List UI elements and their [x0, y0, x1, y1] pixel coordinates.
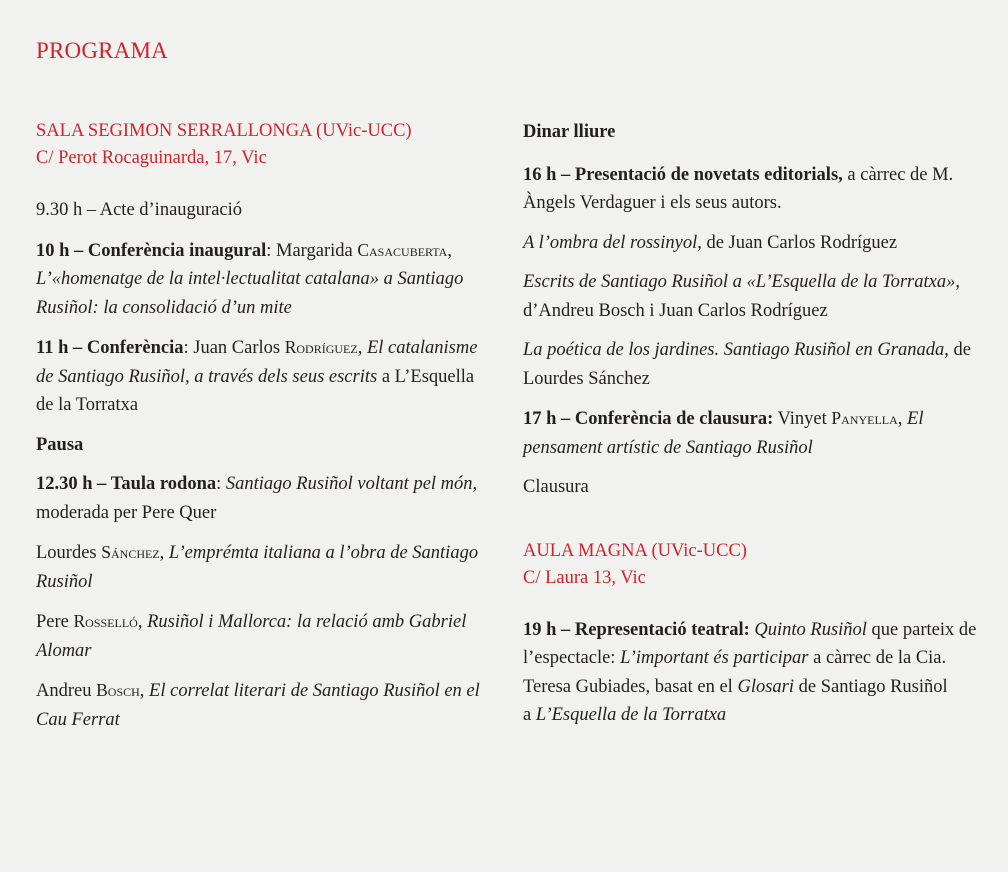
- play-title: Quinto Rusiñol: [754, 619, 867, 640]
- event-time-label: 19 h – Representació teatral:: [523, 619, 750, 640]
- separator: ,: [159, 543, 169, 563]
- book-author: , d’Andreu Bosch i Juan Carlos Rodríguez: [523, 272, 960, 321]
- event-theatre: [523, 616, 978, 730]
- talk-title: L’«homenatge de la intel·lectualitat catalana» a Santiago Rusiñol: la consolidació d’un mite: [36, 269, 464, 318]
- speaker-surname: Sánchez: [101, 542, 160, 562]
- speaker-surname: Bosch: [96, 680, 140, 700]
- book-author: , de Juan Carlos Rodríguez: [697, 232, 898, 253]
- venue-name-sala-segimon: SALA SEGIMON SERRALLONGA (UVic-UCC): [36, 121, 412, 141]
- speaker-surname: Casacuberta: [357, 239, 448, 260]
- separator: ,: [139, 681, 150, 701]
- separator: :: [216, 474, 226, 494]
- speaker-first-name: Vinyet: [773, 409, 832, 429]
- event-description: a: [523, 705, 536, 725]
- event-time-label: 10 h – Conferència inaugural: [36, 240, 267, 261]
- speaker-first-name: Lourdes: [36, 543, 102, 563]
- talk-title: El pensament artístic de Santiago Rusiñol: [523, 409, 924, 458]
- book-item-2: [523, 268, 978, 325]
- panelist-rossello: [36, 607, 491, 665]
- event-book-presentation: [523, 161, 978, 218]
- panelist-bosch: [36, 676, 491, 734]
- show-title: L’important és participar: [620, 648, 809, 668]
- talk-title-tail: a L’Esquella de la Torratxa: [36, 366, 475, 415]
- event-inauguration: [36, 196, 491, 225]
- source-title: Glosari: [737, 676, 794, 697]
- talk-title: Rusiñol i Mallorca: la relació amb Gabriel Alomar: [36, 612, 467, 661]
- event-time-label: 17 h – Conferència de clausura:: [523, 409, 774, 429]
- speaker-surname: Panyella: [831, 408, 898, 428]
- event-closing-lecture: [523, 404, 978, 462]
- event-round-table: [36, 470, 491, 527]
- book-title: La poética de los jardines. Santiago Rusiñol en Granada: [523, 340, 945, 360]
- talk-title: L’emprémta italiana a l’obra de Santiago Rusiñol: [36, 543, 479, 592]
- source-title: L’Esquella de la Torratxa: [535, 705, 727, 725]
- panelist-sanchez: [36, 538, 491, 596]
- book-item-1: [523, 229, 978, 258]
- speaker-first-name: Pere: [36, 612, 74, 632]
- separator: ,: [357, 338, 367, 358]
- event-time-label: 16 h – Presentació de novetats editorials,: [523, 164, 843, 185]
- event-time-label: 11 h – Conferència: [36, 338, 184, 358]
- book-title: Escrits de Santiago Rusiñol a «L’Esquella de la Torratxa»: [523, 272, 956, 292]
- right-column: [523, 118, 978, 741]
- event-description: que parteix de l’espectacle:: [523, 619, 977, 668]
- event-description: de Santiago Rusiñol: [794, 676, 948, 697]
- book-title: A l’ombra del rossinyol: [523, 232, 698, 253]
- talk-title: El catalanisme de Santiago Rusiñol, a través dels seus escrits: [36, 338, 478, 387]
- separator: ,: [137, 612, 148, 632]
- event-inauguration-text: 9.30 h – Acte d’inauguració: [36, 200, 243, 220]
- event-description: a càrrec de la Cia. Teresa Gubiades, basat en el: [523, 648, 947, 697]
- moderator-text: moderada per Pere Quer: [36, 502, 217, 523]
- speaker-surname: Rodríguez: [284, 337, 358, 357]
- event-description: a càrrec de M. Àngels Verdaguer i els seus autors.: [523, 164, 954, 213]
- book-author: , de Lourdes Sánchez: [523, 340, 971, 389]
- event-lecture-11h: [36, 333, 491, 420]
- venue-name-aula-magna: AULA MAGNA (UVic-UCC): [523, 540, 747, 561]
- speaker-first-name: : Margarida: [266, 240, 358, 261]
- venue-address-sala-segimon: C/ Perot Rocaguinarda, 17, Vic: [36, 148, 267, 168]
- speaker-first-name: : Juan Carlos: [183, 338, 285, 358]
- talk-title: Santiago Rusiñol voltant pel món,: [225, 474, 478, 494]
- speaker-surname: Rosselló: [73, 611, 138, 631]
- book-item-3: [523, 336, 978, 393]
- talk-title: El correlat literari de Santiago Rusiñol en el Cau Ferrat: [36, 681, 480, 730]
- venue-address-aula-magna: C/ Laura 13, Vic: [523, 567, 646, 588]
- separator: ,: [447, 240, 452, 261]
- left-column: [36, 118, 491, 745]
- speaker-first-name: Andreu: [36, 681, 97, 701]
- closing-label: Clausura: [523, 477, 589, 497]
- lunch-label: Dinar lliure: [523, 122, 616, 142]
- event-time-label: 12.30 h – Taula rodona: [36, 474, 217, 494]
- pause-label: Pausa: [36, 434, 84, 455]
- separator: ,: [897, 409, 908, 429]
- page-title: PROGRAMA: [36, 38, 168, 63]
- event-inaugural-lecture: [36, 236, 491, 323]
